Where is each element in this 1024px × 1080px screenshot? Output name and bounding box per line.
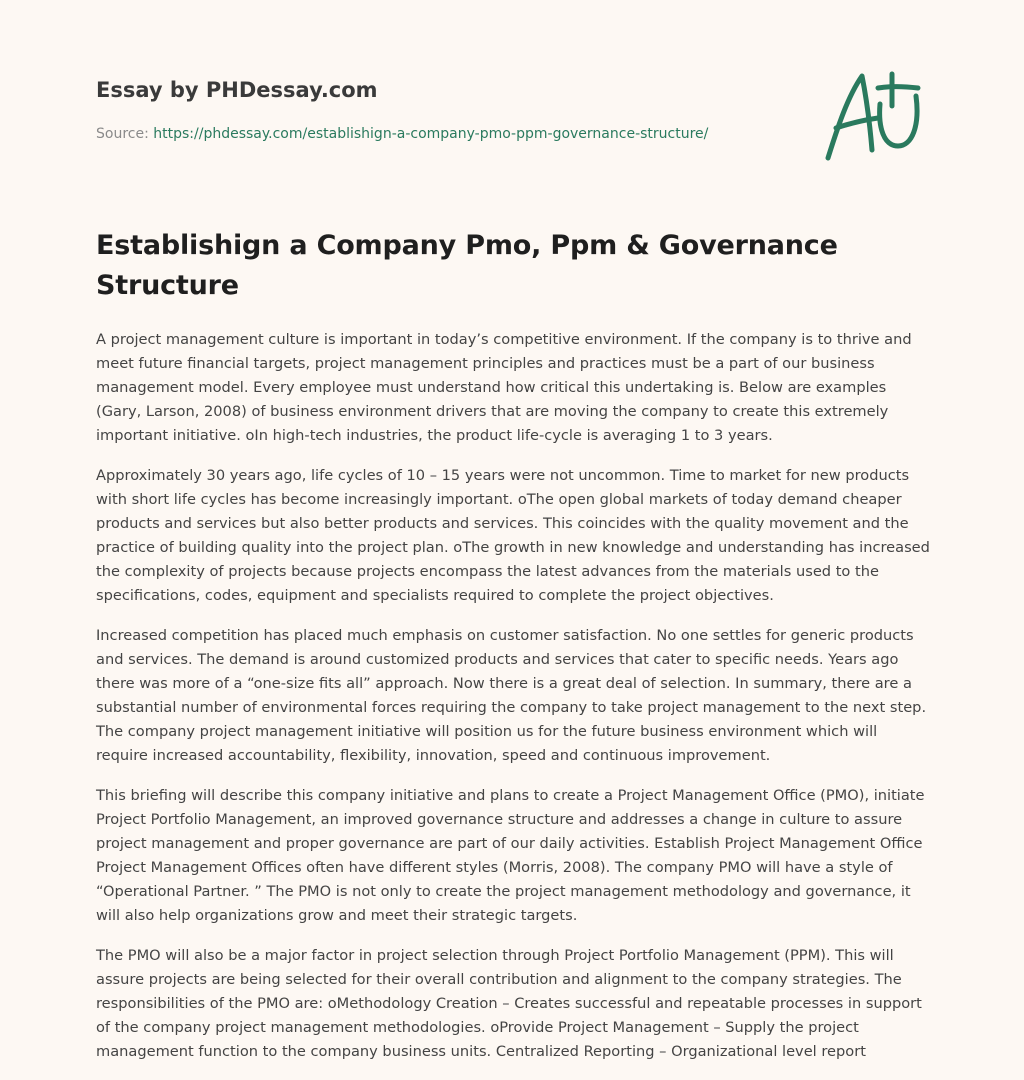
essay-paragraph: The PMO will also be a major factor in project selection through Project Portfolio Management (PPM). This will assure projects are being selected for their overall contribution and alignment to the company strategies. The responsibilities of the PMO are: oMethodology Creation – Creates successful and repeatable processes in support of the company project management methodologies. oProvide Project Management – Supply the project management function to the company business units. Centralized Reporting – Organizational level report [96,947,922,1060]
essay-paragraph: A project management culture is important in today’s competitive environment. If the company is to thrive and meet future financial targets, project management principles and practices must be a part of our business management model. Every employee must understand how critical this undertaking is. Below are examples (Gary, Larson, 2008) of business environment drivers that are moving the company to create this extremely important initiative. oIn high-tech industries, the product life-cycle is averaging 1 to 3 years. [96,331,912,444]
source-link[interactable]: https://phdessay.com/establishign-a-company-pmo-ppm-governance-structure/ [153,126,709,142]
essay-header [96,76,796,144]
a-plus-logo-graphic [820,66,930,166]
essay-article [96,226,932,1080]
essay-paragraph: Approximately 30 years ago, life cycles of 10 – 15 years were not uncommon. Time to market for new products with short life cycles has become increasingly important. oThe open global markets of today demand cheaper products and services but also better products and services. This coincides with the quality movement and the practice of building quality into the project plan. oThe growth in new knowledge and understanding has increased the complexity of projects because projects encompass the latest advances from the materials used to the specifications, codes, equipment and specialists required to complete the project objectives. [96,467,930,604]
essay-paragraph: This briefing will describe this company initiative and plans to create a Project Management Office (PMO), initiate Project Portfolio Management, an improved governance structure and addresses a change in culture to assure project management and proper governance are part of our daily activities. Establish Project Management Office Project Management Offices often have different styles (Morris, 2008). The company PMO will have a style of “Operational Partner. ” The PMO is not only to create the project management methodology and governance, it will also help organizations grow and meet their strategic targets. [96,787,925,924]
source-label: Source: [96,126,154,142]
a-plus-grade-icon [820,66,930,166]
essay-paragraph: Increased competition has placed much emphasis on customer satisfaction. No one settles for generic products and services. The demand is around customized products and services that cater to specific needs. Years ago there was more of a “one-size fits all” approach. Now there is a great deal of selection. In summary, there are a substantial number of environmental forces requiring the company to take project management to the next step. The company project management initiative will position us for the future business environment which will require increased accountability, flexibility, innovation, speed and continuous improvement. [96,627,927,764]
essay-title: Establishign a Company Pmo, Ppm & Governance Structure [96,230,838,301]
source-line [96,124,796,144]
site-brand: Essay by PHDessay.com [96,78,378,102]
